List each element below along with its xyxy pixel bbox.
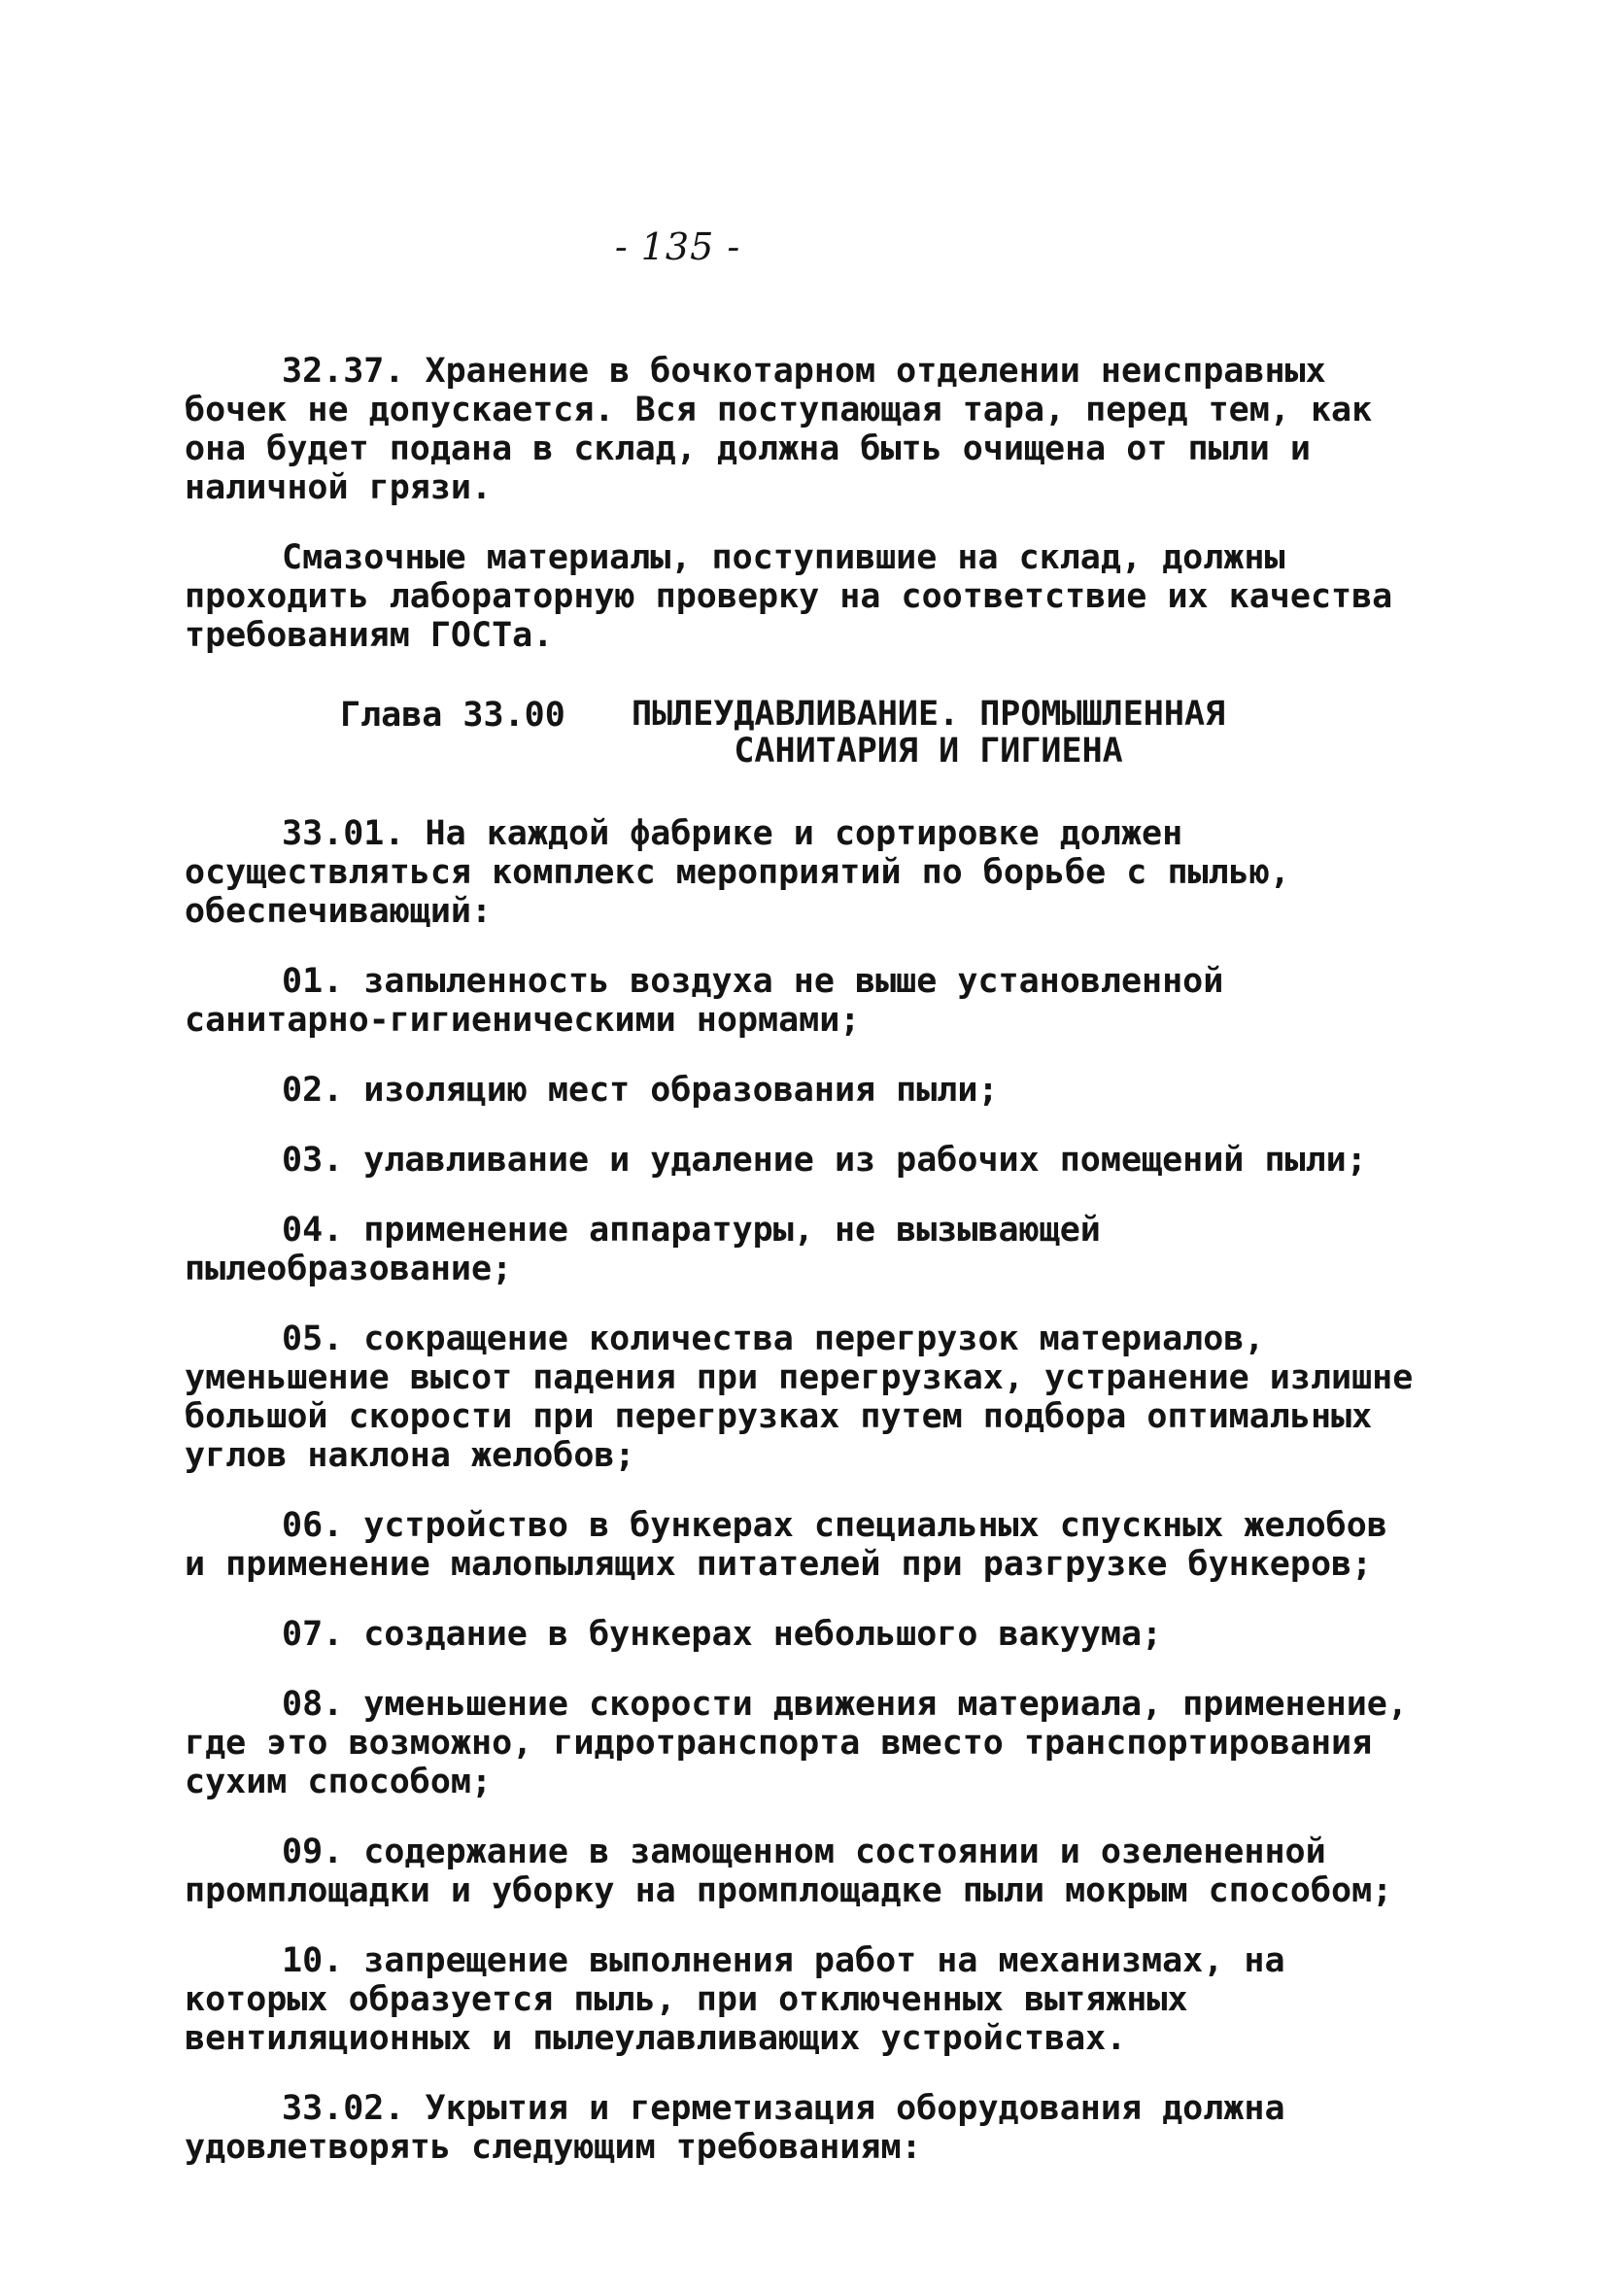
paragraph-33-01: 33.01. На каждой фабрике и сортировке должен осуществляться комплекс мероприятий по борьбе с пылью, обеспечивающий: [185,814,1290,931]
chapter-title [632,696,1225,770]
chapter-title-line-1: ПЫЛЕУДАВЛИВАНИЕ. ПРОМЫШЛЕННАЯ [632,695,1226,734]
chapter-title-line-2: САНИТАРИЯ И ГИГИЕНА [734,732,1123,771]
list-item-09: 09. содержание в замощенном состоянии и озелененной промплощадки и уборку на промплощадке пыли мокрым способом; [185,1833,1393,1910]
document-body [185,352,1414,2198]
list-item-04: 04. применение аппаратуры, не вызывающей пылеобразование; [185,1211,1101,1288]
list-item-08: 08. уменьшение скорости движения материала, применение, где это возможно, гидротранспорта вместо транспортирования сухим способом; [185,1685,1408,1801]
list-item-02: 02. изоляцию мест образования пыли; [282,1071,999,1110]
list-item-07: 07. создание в бункерах небольшого вакуума; [282,1615,1163,1654]
paragraph-32-37: 32.37. Хранение в бочкотарном отделении неисправных бочек не допускается. Вся поступающая тара, перед тем, как она будет подана в склад, должна быть очищена от пыли и наличной грязи. [185,352,1373,507]
paragraph-33-02: 33.02. Укрытия и герметизация оборудования должна удовлетворять следующим требованиям: [185,2089,1285,2167]
chapter-heading [340,696,1414,770]
paragraph-lubricants: Смазочные материалы, поступившие на склад, должны проходить лабораторную проверку на соответствие их качества требованиям ГОСТа. [185,538,1393,655]
page-number: - 135 - [614,225,741,268]
list-item-06: 06. устройство в бункерах специальных спускных желобов и применение малопылящих питателей при разгрузке бункеров; [185,1506,1387,1584]
list-item-03: 03. улавливание и удаление из рабочих помещений пыли; [282,1141,1367,1180]
list-item-10: 10. запрещение выполнения работ на механизмах, на которых образуется пыль, при отключенных вытяжных вентиляционных и пылеулавливающих устройствах. [185,1941,1285,2058]
list-item-05: 05. сокращение количества перегрузок материалов, уменьшение высот падения при перегрузках, устранение излишне большой скорости при перегрузках путем подбора оптимальных углов наклона желобов; [185,1319,1414,1475]
chapter-label: Глава 33.00 [340,696,565,735]
list-item-01: 01. запыленность воздуха не выше установленной санитарно-гигиеническими нормами; [185,962,1224,1040]
